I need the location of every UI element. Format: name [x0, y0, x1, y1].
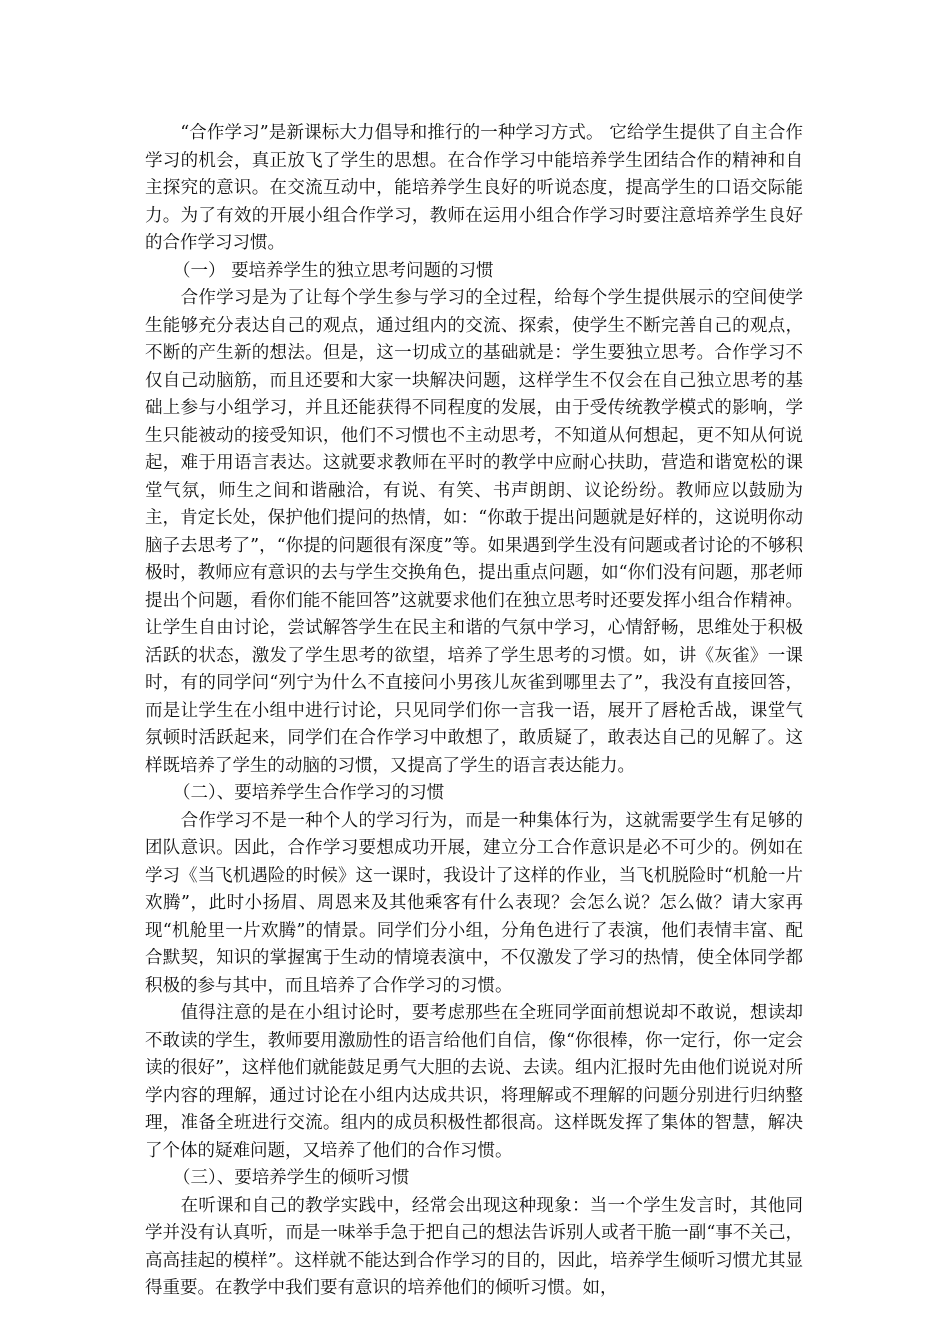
document-body: [145, 120, 803, 1303]
section-heading-1: （一） 要培养学生的独立思考问题的习惯: [173, 260, 494, 281]
section-1-paragraph: 合作学习是为了让每个学生参与学习的全过程，给每个学生提供展示的空间使学生能够充分表达自己的观点，通过组内的交流、探索，使学生不断完善自己的观点，不断的产生新的想法。但是，这一切成立的基础就是：学生要独立思考。合作学习不仅自己动脑筋，而且还要和大家一块解决问题，这样学生不仅会在自己独立思考的基础上参与小组学习，并且还能获得不同程度的发展，由于受传统教学模式的影响，学生只能被动的接受知识，他们不习惯也不主动思考，不知道从何想起，更不知从何说起，难于用语言表达。这就要求教师在平时的教学中应耐心扶助，营造和谐宽松的课堂气氛，师生之间和谐融洽，有说、有笑、书声朗朗、议论纷纷。教师应以鼓励为主，肯定长处，保护他们提问的热情，如：“你敢于提出问题就是好样的，这说明你动脑子去思考了”，“你提的问题很有深度”等。如果遇到学生没有问题或者讨论的不够积极时，教师应有意识的去与学生交换角色，提出重点问题，如“你们没有问题，那老师提出个问题，看你们能不能回答”这就要求他们在独立思考时还要发挥小组合作精神。让学生自由讨论，尝试解答学生在民主和谐的气氛中学习，心情舒畅，思维处于积极活跃的状态，激发了学生思考的欲望，培养了学生思考的习惯。如，讲《灰雀》一课时，有的同学问“列宁为什么不直接问小男孩儿灰雀到哪里去了”，我没有直接回答，而是让学生在小组中进行讨论，只见同学们你一言我一语，展开了唇枪舌战，课堂气氛顿时活跃起来，同学们在合作学习中敢想了，敢质疑了，敢表达自己的见解了。这样既培养了学生的动脑的习惯，又提高了学生的语言表达能力。: [145, 288, 803, 776]
section-heading-2: （二）、要培养学生合作学习的习惯: [173, 783, 445, 803]
section-2-paragraph-2: 值得注意的是在小组讨论时，要考虑那些在全班同学面前想说却不敢说，想读却不敢读的学生，教师要用激励性的语言给他们自信，像“你很棒，你一定行，你一定会读的很好”，这样他们就能鼓足勇气大胆的去说、去读。组内汇报时先由他们说说对所学内容的理解，通过讨论在小组内达成共识，将理解或不理解的问题分别进行归纳整理，准备全班进行交流。组内的成员积极性都很高。这样既发挥了集体的智慧，解决了个体的疑难问题，又培养了他们的合作习惯。: [145, 1003, 803, 1161]
section-2-paragraph-1: 合作学习不是一种个人的学习行为，而是一种集体行为，这就需要学生有足够的团队意识。因此，合作学习要想成功开展，建立分工合作意识是必不可少的。例如在学习《当飞机遇险的时候》这一课时，我设计了这样的作业，当飞机脱险时“机舱一片欢腾”，此时小扬眉、周恩来及其他乘客有什么表现？会怎么说？怎么做？请大家再现“机舱里一片欢腾”的情景。同学们分小组，分角色进行了表演，他们表情丰富、配合默契，知识的掌握寓于生动的情境表演中，不仅激发了学习的热情，使全体同学都积极的参与其中，而且培养了合作学习的习惯。: [145, 810, 803, 996]
section-heading-3: （三）、要培养学生的倾听习惯: [173, 1168, 410, 1188]
intro-paragraph: “合作学习”是新课标大力倡导和推行的一种学习方式。 它给学生提供了自主合作学习的机会，真正放飞了学生的思想。在合作学习中能培养学生团结合作的精神和自主探究的意识。在交流互动中，能培养学生良好的听说态度，提高学生的口语交际能力。为了有效的开展小组合作学习，教师在运用小组合作学习时要注意培养学生良好的合作学习习惯。: [145, 123, 803, 253]
section-3-paragraph: 在听课和自己的教学实践中，经常会出现这种现象：当一个学生发言时，其他同学并没有认真听，而是一味举手急于把自己的想法告诉别人或者干脆一副“事不关己，高高挂起的模样”。这样就不能达到合作学习的目的，因此，培养学生倾听习惯尤其显得重要。在教学中我们要有意识的培养他们的倾听习惯。如，: [145, 1195, 803, 1298]
